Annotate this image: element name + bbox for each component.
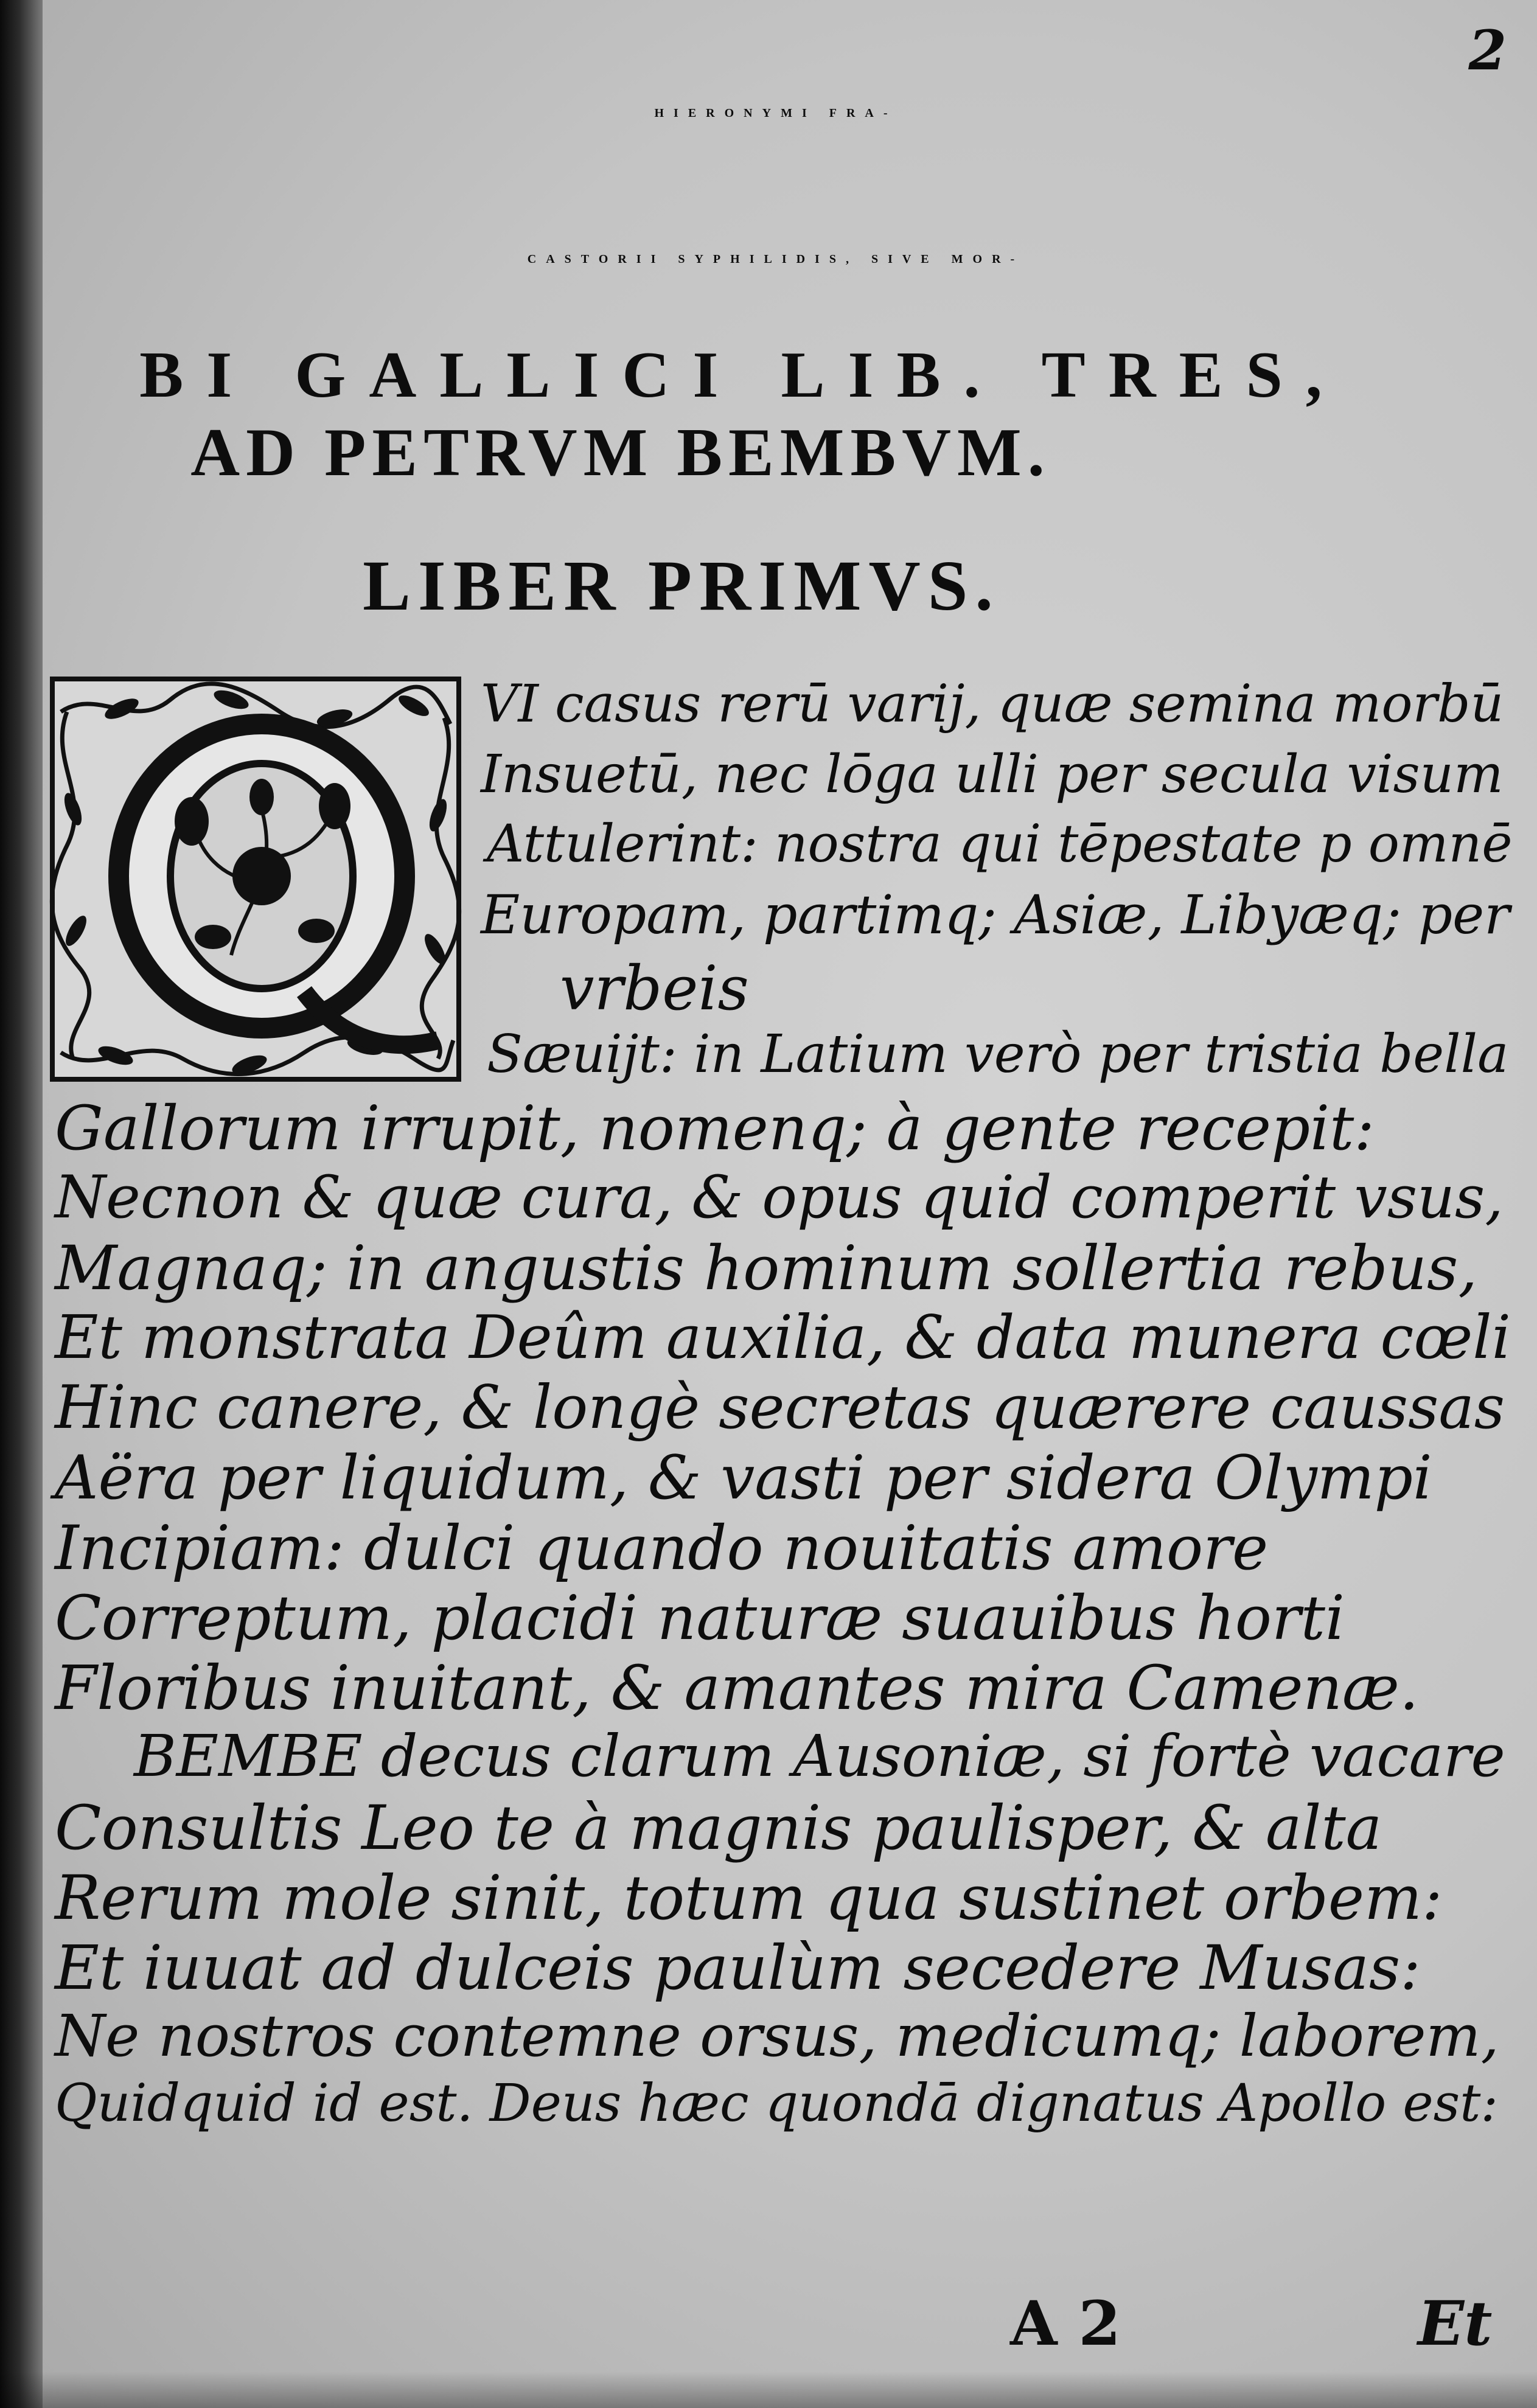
decorated-initial: [49, 675, 462, 1083]
verse-line: BEMBE decus clarum Ausoniæ, si fortè vacare: [134, 1723, 1505, 1790]
verse-line: Aëra per liquidum, & vasti per sidera Olympi: [55, 1443, 1432, 1513]
verse-line: Floribus inuitant, & amantes mira Camenæ.: [55, 1652, 1419, 1724]
verse-line: Rerum mole sinit, totum qua sustinet orbem:: [55, 1862, 1443, 1933]
verse-line: Gallorum irrupit, nomenq; à gente recepit:: [55, 1093, 1375, 1164]
verse-line: Consultis Leo te à magnis paulisper, & alta: [55, 1792, 1382, 1863]
title-line-1: HIERONYMI FRA-: [654, 106, 897, 120]
page-shadow: [0, 2371, 1537, 2408]
title-line-3: BI GALLICI LIB. TRES,: [139, 339, 1345, 411]
verse-line: vrbeis: [560, 953, 749, 1024]
folio-number: 2: [1468, 18, 1507, 83]
title-line-4: AD PETRVM BEMBVM.: [190, 415, 1051, 490]
verse-line: Attulerint: nostra qui tēpestate p omnē: [487, 814, 1513, 874]
verse-line: Correptum, placidi naturæ suauibus horti: [55, 1582, 1345, 1654]
verse-line: Et monstrata Deûm auxilia, & data munera cœli: [55, 1303, 1511, 1373]
verse-line: Incipiam: dulci quando nouitatis amore: [55, 1512, 1269, 1584]
verse-line: Quidquid id est. Deus hæc quondā dignatus Apollo est:: [55, 2073, 1499, 2134]
verse-line: Sæuijt: in Latium verò per tristia bella: [487, 1024, 1509, 1085]
title-line-2: CASTORII SYPHILIDIS, SIVE MOR-: [527, 252, 1025, 266]
catchword: Et: [1418, 2288, 1493, 2359]
floral-initial-icon: [49, 675, 462, 1083]
signature-mark: A 2: [1010, 2288, 1121, 2359]
binding-gutter: [0, 0, 43, 2408]
verse-line: Necnon & quæ cura, & opus quid comperit vsus,: [55, 1163, 1504, 1231]
verse-line: Insuetū, nec lōga ulli per secula visum: [481, 744, 1504, 805]
verse-line: Et iuuat ad dulceis paulùm secedere Musas:: [55, 1932, 1421, 2003]
verse-line: Europam, partimq; Asiæ, Libyæq; per: [481, 883, 1510, 946]
verse-line: VI casus rerū varij, quæ semina morbū: [481, 674, 1504, 734]
verse-line: Ne nostros contemne orsus, medicumq; laborem,: [55, 2003, 1499, 2070]
verse-line: Hinc canere, & longè secretas quærere caussas: [55, 1373, 1505, 1442]
verse-line: Magnaq; in angustis hominum sollertia rebus,: [55, 1233, 1478, 1304]
book-heading: LIBER PRIMVS.: [363, 546, 1000, 625]
